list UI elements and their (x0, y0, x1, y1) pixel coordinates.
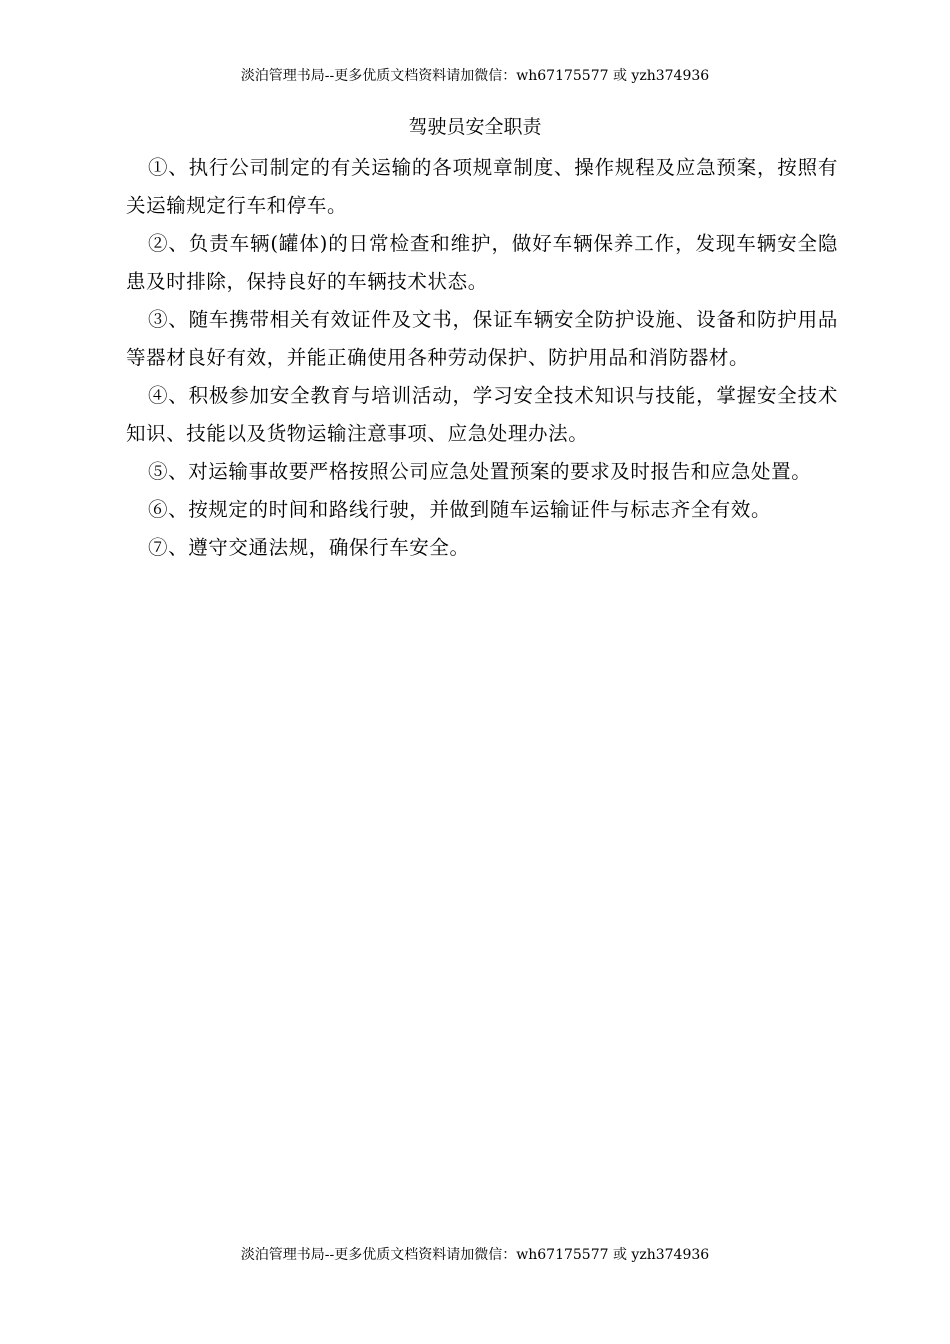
duty-paragraph-3: ③、随车携带相关有效证件及文书，保证车辆安全防护设施、设备和防护用品等器材良好有效，并能正确使用各种劳动保护、防护用品和消防器材。 (126, 308, 838, 369)
duty-paragraph-4: ④、积极参加安全教育与培训活动，学习安全技术知识与技能，掌握安全技术知识、技能以及货物运输注意事项、应急处理办法。 (126, 384, 838, 445)
duty-paragraph-6: ⑥、按规定的时间和路线行驶，并做到随车运输证件与标志齐全有效。 (148, 498, 772, 521)
duty-paragraph-2: ②、负责车辆(罐体)的日常检查和维护，做好车辆保养工作，发现车辆安全隐患及时排除，保持良好的车辆技术状态。 (126, 232, 838, 293)
document-body (126, 149, 838, 567)
duty-paragraph-5: ⑤、对运输事故要严格按照公司应急处置预案的要求及时报告和应急处置。 (148, 460, 812, 483)
header-note: 淡泊管理书局--更多优质文档资料请加微信：wh67175577 或 yzh374936 (240, 68, 710, 84)
duty-paragraph-1: ①、执行公司制定的有关运输的各项规章制度、操作规程及应急预案，按照有关运输规定行车和停车。 (126, 156, 838, 217)
duty-paragraph-7: ⑦、遵守交通法规，确保行车安全。 (148, 536, 470, 559)
document-title: 驾驶员安全职责 (408, 116, 542, 138)
footer-note: 淡泊管理书局--更多优质文档资料请加微信：wh67175577 或 yzh374936 (240, 1247, 710, 1263)
